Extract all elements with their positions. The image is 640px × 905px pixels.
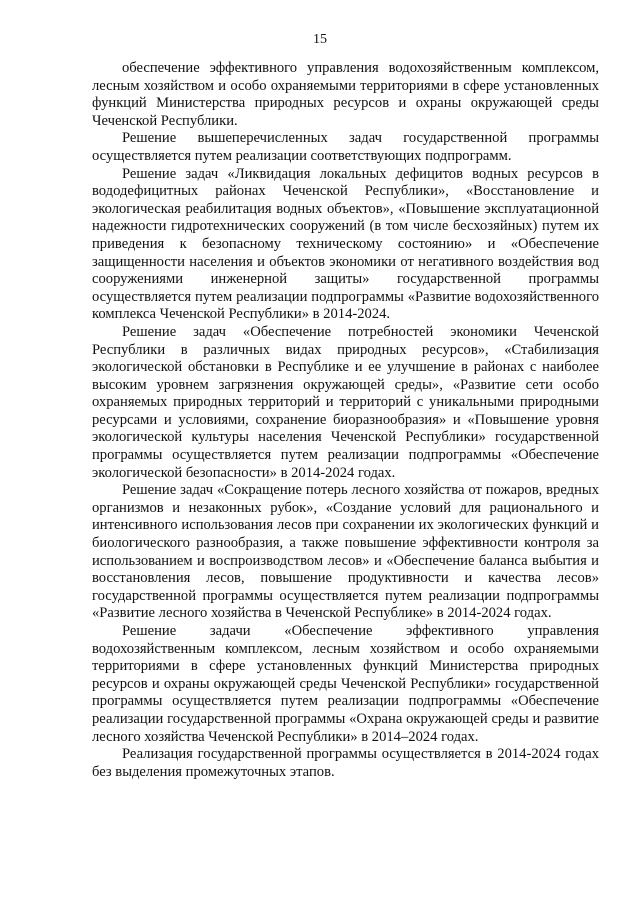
paragraph-forestry-subprogram: Решение задач «Сокращение потерь лесного хозяйства от пожаров, вредных организмов и незаконных рубок», «Создание условий для рационального и интенсивного использования лесов при сохранении их экологических функций и биологического разнообразия, а также повышение эффективности контроля за использованием и воспроизводством лесов» и «Обеспечение баланса выбытия и восстановления лесов, повышение продуктивности и качества лесов» государственной программы осуществляется путем реализации подпрограммы «Развитие лесного хозяйства в Чеченской Республике» в 2014-2024 годах. [92,482,599,622]
paragraph-ecology-subprogram: Решение задач «Обеспечение потребностей экономики Чеченской Республики в различных видах природных ресурсов», «Стабилизация экологической обстановки в Республике и ее улучшение в районах с наиболее высоким уровнем загрязнения окружающей среды», «Развитие сети особо охраняемых природных территорий и территорий с уникальными природными ресурсами и условиями, сохранение биоразнообразия» и «Повышение уровня экологической культуры населения Чеченской Республики» государственной программы осуществляется путем реализации подпрограммы «Обеспечение экологической безопасности» в 2014-2024 годах. [92,323,599,481]
document-body [92,60,599,781]
paragraph-management-subprogram: Решение задачи «Обеспечение эффективного управления водохозяйственным комплексом, лесным хозяйством и особо охраняемыми территориями в сфере установленных функций Министерства природных ресурсов и охраны окружающей среды Чеченской Республики» государственной программы осуществляется путем реализации подпрограммы «Обеспечение реализации государственной программы «Охрана окружающей среды и развитие лесного хозяйства Чеченской Республики» в 2014–2024 годах. [92,623,599,745]
paragraph-program-implementation: Решение вышеперечисленных задач государственной программы осуществляется путем реализации соответствующих подпрограмм. [92,130,599,164]
page-number: 15 [313,32,327,47]
paragraph-implementation-period: Реализация государственной программы осуществляется в 2014-2024 годах без выделения промежуточных этапов. [92,746,599,780]
paragraph-water-subprogram: Решение задач «Ликвидация локальных дефицитов водных ресурсов в вододефицитных районах Чеченской Республики», «Восстановление и экологическая реабилитация водных объектов», «Повышение эксплуатационной надежности гидротехнических сооружений (в том числе бесхозяйных) путем их приведения к безопасному техническому состоянию» и «Обеспечение защищенности населения и объектов экономики от негативного воздействия вод сооружениями инженерной защиты» государственной программы осуществляется путем реализации подпрограммы «Развитие водохозяйственного комплекса Чеченской Республики» в 2014-2024. [92,165,599,323]
paragraph-tasks-management: обеспечение эффективного управления водохозяйственным комплексом, лесным хозяйством и особо охраняемыми территориями в сфере установленных функций Министерства природных ресурсов и охраны окружающей среды Чеченской Республики. [92,60,599,129]
